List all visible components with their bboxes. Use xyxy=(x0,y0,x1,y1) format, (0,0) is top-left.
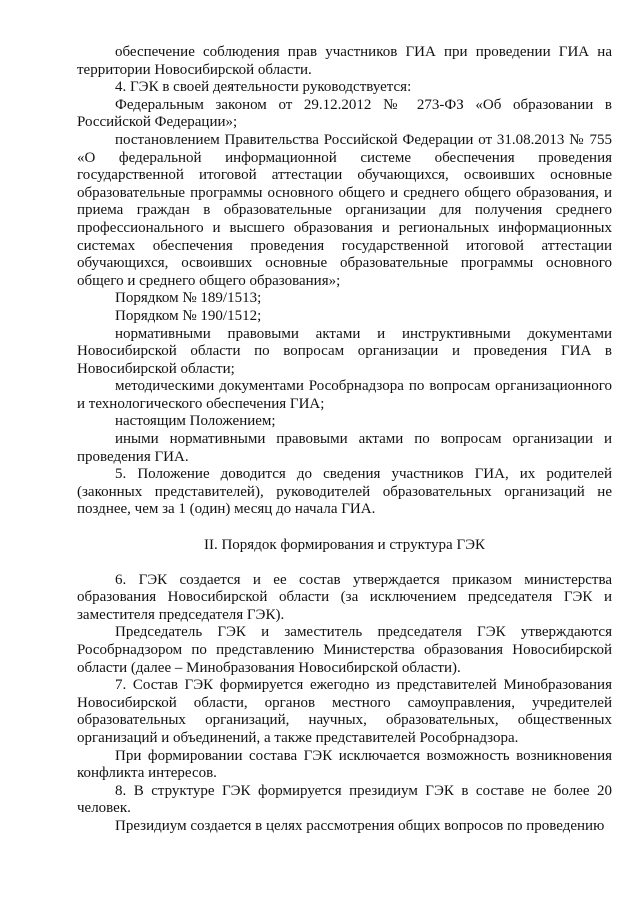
paragraph-presidium-purpose: Президиум создается в целях рассмотрения общих вопросов по проведению xyxy=(115,817,605,834)
paragraph-government-resolution: постановлением Правительства Российской Федерации от 31.08.2013 № 755 «О федеральной информационной системе обеспечения проведения государственной итоговой аттестации обучающихся, освоивших основные образовательные программы основного общего и среднего общего образования, и приема граждан в образовательные организации для получения среднего профессионального и высшего образования и региональных информационных системах обеспечения проведения государственной итоговой аттестации обучающихся, освоивших основные образовательные программы основного общего и среднего общего образования»; xyxy=(77,131,612,289)
section-heading: II. Порядок формирования и структура ГЭК xyxy=(203,537,486,554)
paragraph-item-4: 4. ГЭК в своей деятельности руководствуется: xyxy=(115,79,412,96)
paragraph-other-acts: иными нормативными правовыми актами по вопросам организации и проведения ГИА. xyxy=(77,431,612,465)
paragraph-order-189: Порядком № 189/1513; xyxy=(115,290,262,307)
paragraph-item-5: 5. Положение доводится до сведения участников ГИА, их родителей (законных представителей), руководителей образовательных организаций не позднее, чем за 1 (один) месяц до начала ГИА. xyxy=(77,466,612,518)
paragraph-order-190: Порядком № 190/1512; xyxy=(115,307,262,324)
paragraph-item-7: 7. Состав ГЭК формируется ежегодно из представителей Минобразования Новосибирской области, органов местного самоуправления, учредителей образовательных организаций, научных, образовательных, общественных организаций и объединений, а также представителей Рособрнадзора. xyxy=(77,677,612,746)
paragraph-chair-approval: Председатель ГЭК и заместитель председателя ГЭК утверждаются Рособрнадзором по представлению Министерства образования Новосибирской области (далее – Минобразования Новосибирской области). xyxy=(77,624,612,676)
paragraph-participants-rights: обеспечение соблюдения прав участников ГИА при проведении ГИА на территории Новосибирской области. xyxy=(77,44,612,78)
paragraph-item-6: 6. ГЭК создается и ее состав утверждается приказом министерства образования Новосибирской области (за исключением председателя ГЭК и заместителя председателя ГЭК). xyxy=(77,571,612,623)
paragraph-present-regulation: настоящим Положением; xyxy=(115,413,276,430)
paragraph-conflict-of-interest: При формировании состава ГЭК исключается возможность возникновения конфликта интересов. xyxy=(77,747,612,782)
paragraph-methodical-documents: методическими документами Рособрнадзора по вопросам организационного и технологического обеспечения ГИА; xyxy=(77,378,612,412)
paragraph-federal-law: Федеральным законом от 29.12.2012 № 273-ФЗ «Об образовании в Российской Федерации»; xyxy=(77,96,612,131)
paragraph-item-8: 8. В структуре ГЭК формируется президиум ГЭК в составе не более 20 человек. xyxy=(77,782,612,817)
paragraph-regional-acts: нормативными правовыми актами и инструктивными документами Новосибирской области по вопросам организации и проведения ГИА в Новосибирской области; xyxy=(77,325,612,377)
document-page xyxy=(77,44,612,836)
